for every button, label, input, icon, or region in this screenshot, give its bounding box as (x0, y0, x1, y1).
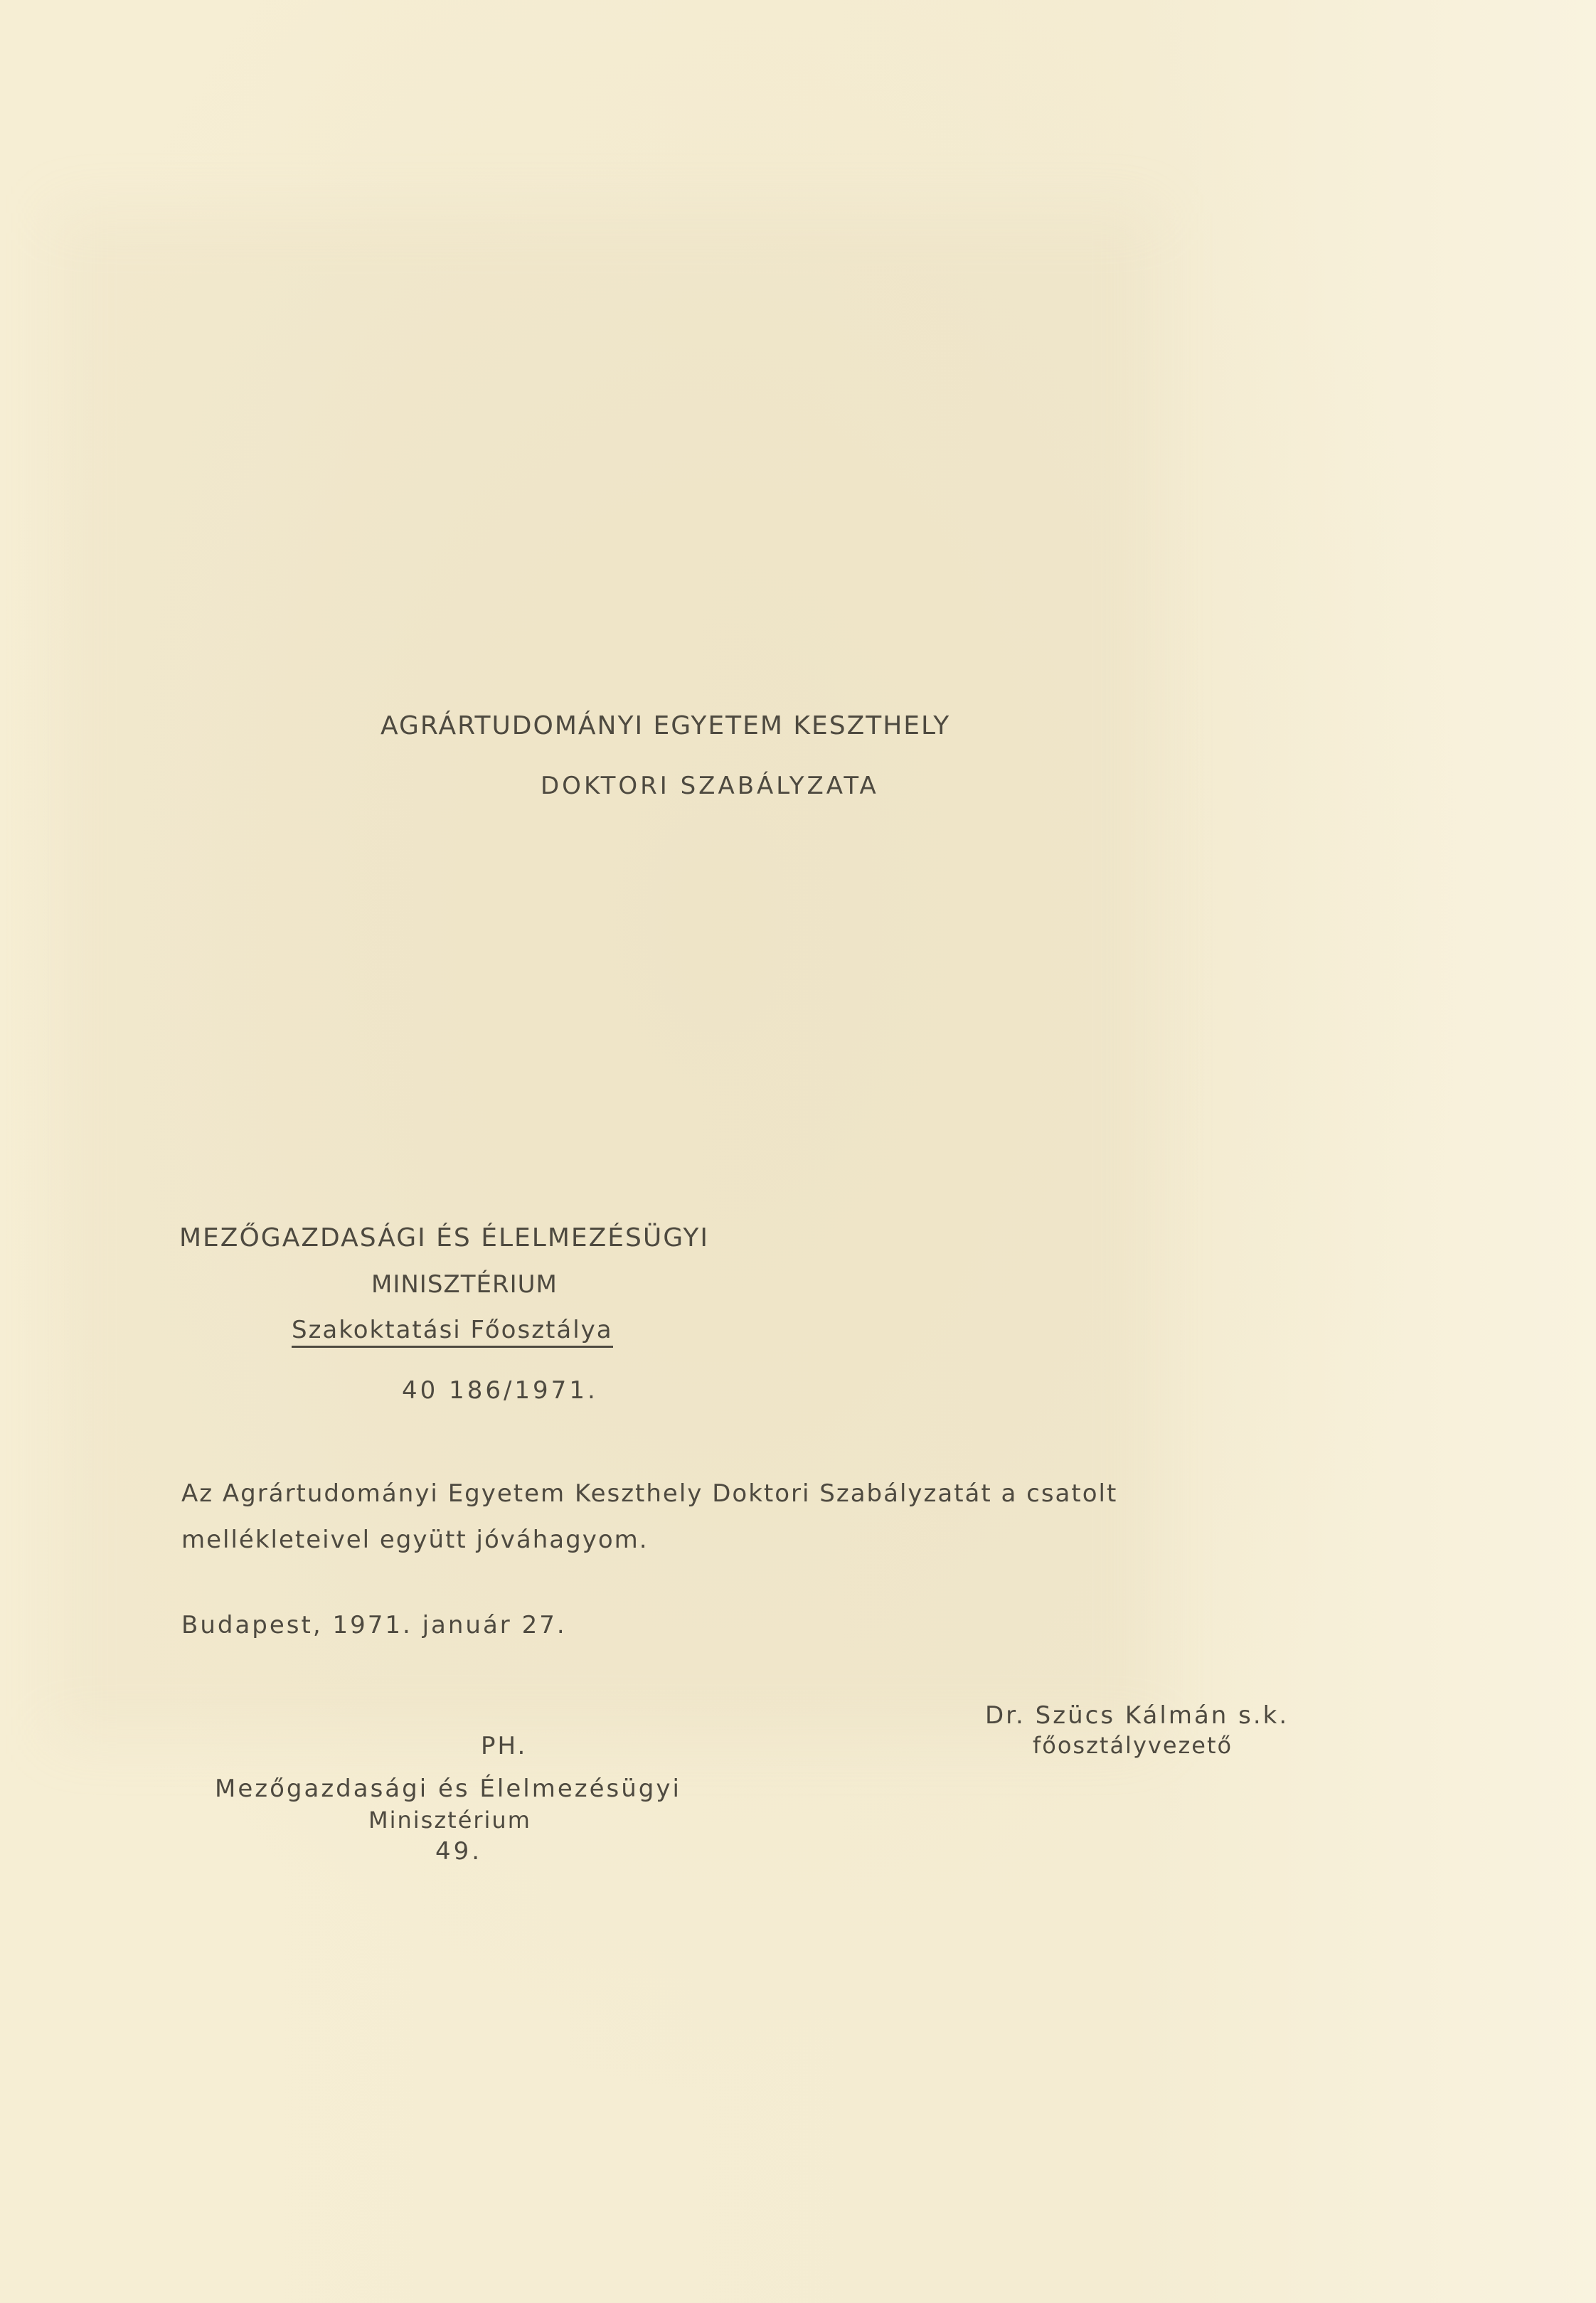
document-title-line2: DOKTORI SZABÁLYZATA (541, 772, 879, 800)
approval-text-line2: mellékleteivel együtt jóváhagyom. (181, 1526, 649, 1554)
reference-number: 40 186/1971. (402, 1376, 598, 1405)
ministry-department: Szakoktatási Főosztálya (292, 1316, 613, 1348)
signatory-name: Dr. Szücs Kálmán s.k. (985, 1701, 1289, 1730)
document-title-line1: AGRÁRTUDOMÁNYI EGYETEM KESZTHELY (381, 711, 951, 740)
stamp-text-line2: Minisztérium (368, 1807, 531, 1834)
approval-text-line1: Az Agrártudományi Egyetem Keszthely Doktori Szabályzatát a csatolt (181, 1479, 1118, 1508)
ministry-name-line2: MINISZTÉRIUM (371, 1270, 558, 1299)
seal-mark: PH. (481, 1732, 528, 1760)
ministry-name-line1: MEZŐGAZDASÁGI ÉS ÉLELMEZÉSÜGYI (179, 1223, 709, 1252)
stamp-number: 49. (435, 1837, 483, 1866)
stamp-text-line1: Mezőgazdasági és Élelmezésügyi (215, 1775, 681, 1803)
place-and-date: Budapest, 1971. január 27. (181, 1611, 567, 1639)
signatory-title: főosztályvezető (1033, 1732, 1233, 1759)
